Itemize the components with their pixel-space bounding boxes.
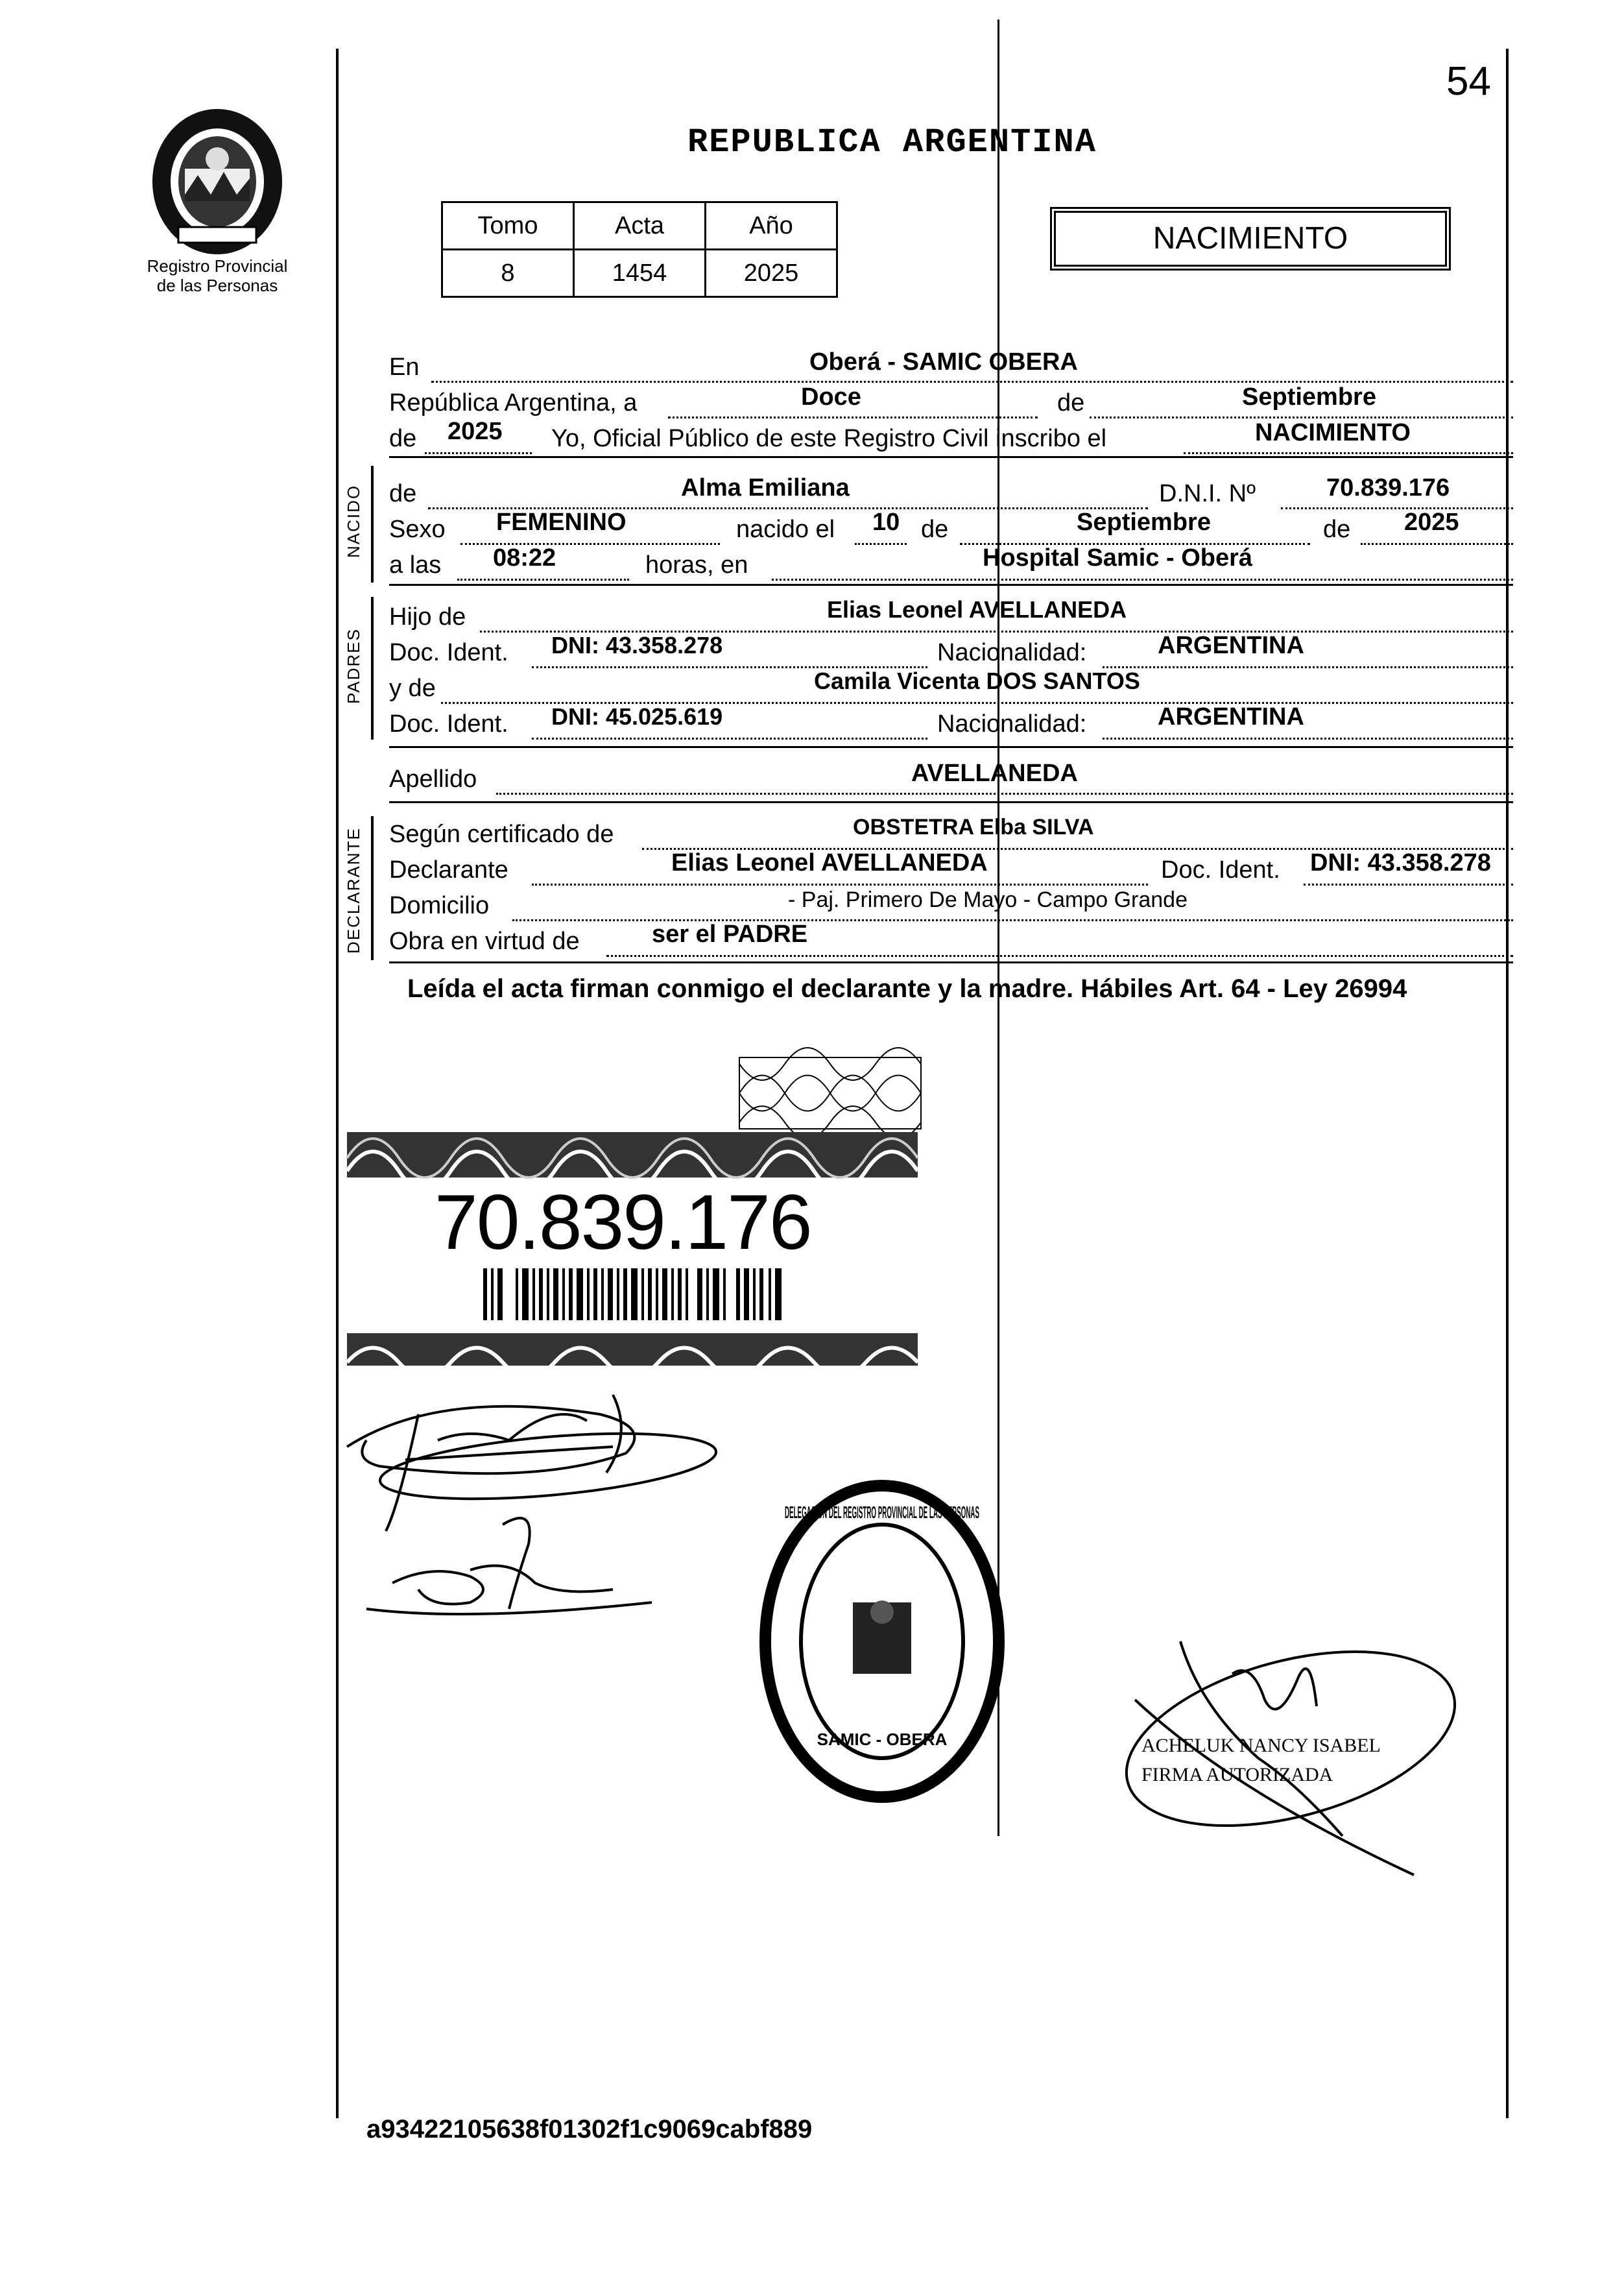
- provincial-seal-logo: [146, 104, 289, 260]
- apellido-value: AVELLANEDA: [911, 760, 1078, 787]
- security-band-bottom: [347, 1333, 918, 1366]
- seal-ring-text: DELEGACIÓN DEL REGISTRO PROVINCIAL DE LAS PERSONAS: [785, 1503, 979, 1522]
- mother-name-value: Camila Vicenta DOS SANTOS: [814, 668, 1140, 694]
- registry-name: [104, 256, 331, 295]
- label-de-month: de: [1057, 389, 1085, 417]
- birth-year-value: 2025: [1404, 509, 1459, 536]
- nacido-divider: [389, 584, 1513, 586]
- label-republica: República Argentina, a: [389, 389, 638, 417]
- label-obra: Obra en virtud de: [389, 928, 580, 955]
- security-band-top: [347, 1132, 918, 1177]
- nacido-bar: [371, 466, 374, 583]
- apellido-divider: [389, 801, 1513, 803]
- label-nat-father: Nacionalidad:: [937, 639, 1087, 666]
- official-stamp-line-1: ACHELUK NANCY ISABEL: [1141, 1735, 1381, 1756]
- nacido-side-label: NACIDO: [344, 484, 363, 558]
- stamp-dni-number: 70.839.176: [435, 1179, 811, 1266]
- label-horas: horas, en: [645, 551, 748, 579]
- value-tomo: 8: [442, 250, 574, 297]
- country-title: REPUBLICA ARGENTINA: [687, 123, 1097, 162]
- father-doc-value: DNI: 43.358.278: [551, 632, 723, 658]
- legal-text: Leída el acta firman conmigo el declarante y la madre. Hábiles Art. 64 - Ley 26994: [407, 974, 1407, 1003]
- label-dni: D.N.I. Nº: [1159, 480, 1256, 507]
- father-name-value: Elias Leonel AVELLANEDA: [827, 596, 1127, 623]
- act-value: NACIMIENTO: [1255, 419, 1411, 446]
- declarante-divider: [389, 961, 1513, 963]
- doc-declarante-value: DNI: 43.358.278: [1310, 849, 1491, 876]
- label-hijo-de: Hijo de: [389, 603, 466, 631]
- guilloche-pattern: [739, 1057, 921, 1129]
- certificado-value: OBSTETRA Elba SILVA: [853, 815, 1094, 839]
- domicilio-value: - Paj. Primero De Mayo - Campo Grande: [788, 887, 1188, 912]
- label-de-birth-year: de: [1323, 516, 1351, 543]
- father-nat-value: ARGENTINA: [1158, 632, 1304, 659]
- label-declarante: Declarante: [389, 856, 508, 884]
- page-number: 54: [1446, 59, 1491, 104]
- row-en: [389, 350, 419, 384]
- intro-divider: [389, 456, 1513, 458]
- value-acta: 1454: [574, 250, 706, 297]
- label-nat-mother: Nacionalidad:: [937, 710, 1087, 738]
- place-value: Oberá - SAMIC OBERA: [809, 348, 1078, 376]
- day-value: Doce: [801, 383, 861, 411]
- declarante-side-label: DECLARANTE: [344, 827, 363, 954]
- registry-line-1: Registro Provincial: [147, 256, 288, 276]
- label-en: En: [389, 354, 420, 381]
- child-name-value: Alma Emiliana: [681, 474, 850, 501]
- document-hash: a93422105638f01302f1c9069cabf889: [366, 2115, 813, 2143]
- label-de-name: de: [389, 480, 417, 507]
- official-signature: [1103, 1622, 1466, 1881]
- statement-text: Yo, Oficial Público de este Registro Civil inscribo el: [551, 425, 1107, 452]
- header-ano: Año: [706, 202, 837, 250]
- birth-day-value: 10: [872, 509, 900, 536]
- barcode: [483, 1268, 788, 1320]
- label-apellido: Apellido: [389, 766, 477, 793]
- label-de-birth-month: de: [921, 516, 949, 543]
- obra-value: ser el PADRE: [652, 921, 808, 948]
- row-republica: [389, 386, 637, 420]
- padres-side-label: PADRES: [344, 628, 363, 704]
- official-stamp-line-2: FIRMA AUTORIZADA: [1141, 1764, 1333, 1785]
- registry-seal: [756, 1473, 1009, 1810]
- birth-month-value: Septiembre: [1077, 509, 1211, 536]
- padres-bar: [371, 597, 374, 740]
- seal-bottom-text: SAMIC - OBERA: [817, 1730, 948, 1749]
- signature-declarante: [340, 1375, 743, 1648]
- label-y-de: y de: [389, 675, 436, 702]
- label-doc-declarante: Doc. Ident.: [1161, 856, 1280, 884]
- year-value: 2025: [448, 418, 503, 445]
- act-type-box: NACIMIENTO: [1054, 211, 1447, 267]
- mother-doc-value: DNI: 45.025.619: [551, 703, 723, 730]
- label-a-las: a las: [389, 551, 442, 579]
- padres-divider: [389, 746, 1513, 748]
- time-value: 08:22: [493, 544, 556, 572]
- declarante-bar: [371, 816, 374, 960]
- label-nacido-el: nacido el: [736, 516, 835, 543]
- label-doc-father: Doc. Ident.: [389, 639, 508, 666]
- label-doc-mother: Doc. Ident.: [389, 710, 508, 738]
- reference-table: [441, 201, 838, 298]
- sexo-value: FEMENINO: [496, 509, 627, 536]
- header-tomo: Tomo: [442, 202, 574, 250]
- label-sexo: Sexo: [389, 516, 446, 543]
- label-domicilio: Domicilio: [389, 892, 490, 919]
- value-ano: 2025: [706, 250, 837, 297]
- label-de-year: de: [389, 425, 417, 452]
- declarante-value: Elias Leonel AVELLANEDA: [671, 849, 988, 876]
- month-value: Septiembre: [1242, 383, 1376, 411]
- birth-place-value: Hospital Samic - Oberá: [983, 544, 1253, 572]
- label-certificado: Según certificado de: [389, 821, 614, 848]
- left-margin-rule: [336, 49, 339, 2118]
- header-acta: Acta: [574, 202, 706, 250]
- mother-nat-value: ARGENTINA: [1158, 703, 1304, 731]
- child-dni-value: 70.839.176: [1326, 474, 1450, 501]
- registry-line-2: de las Personas: [156, 276, 278, 295]
